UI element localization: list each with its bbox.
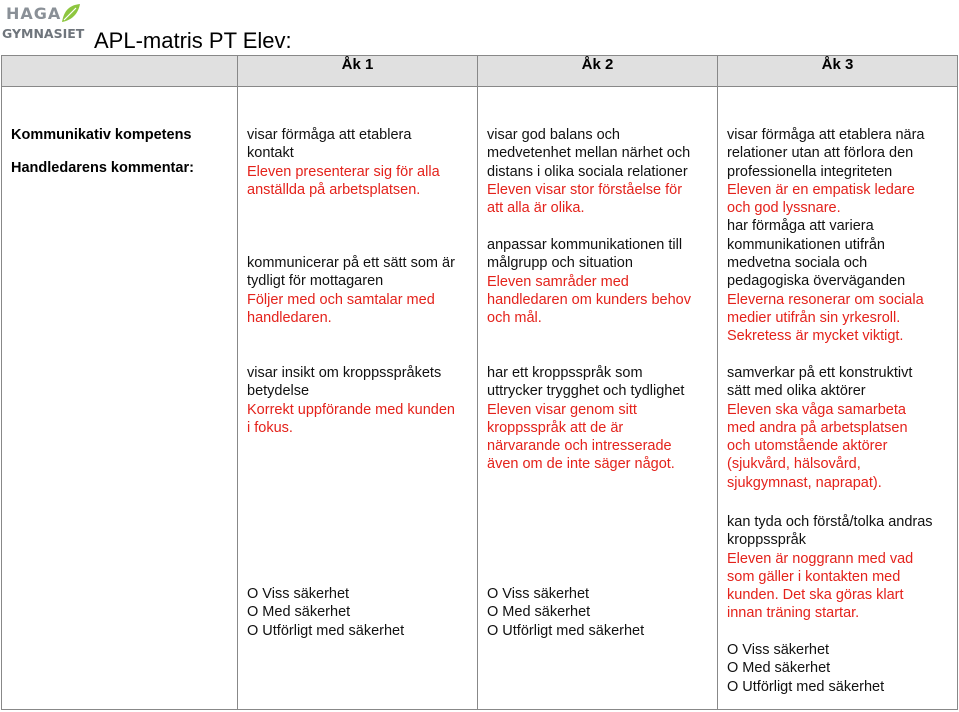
logo-text-gymnasiet: GYMNASIET [2, 26, 85, 41]
column-header-ak3: Åk 3 [718, 56, 958, 87]
scale-option-med[interactable]: O Med säkerhet [727, 660, 831, 677]
competence-label: Kommunikativ kompetens [11, 127, 192, 143]
comment-text: även om de inte säger något. [487, 456, 675, 473]
header-row [2, 56, 958, 87]
haga-gymnasiet-logo [2, 2, 88, 48]
comment-text: Eleven är en empatisk ledare [727, 181, 915, 198]
criterion-text: visar god balans och [487, 127, 620, 143]
comment-text: och mål. [487, 310, 542, 327]
criterion-block [247, 126, 440, 199]
criterion-text: professionella integriteten [727, 163, 893, 180]
comment-text: närvarande och intresserade [487, 438, 672, 455]
comment-text: Sekretess är mycket viktigt. [727, 328, 904, 345]
criterion-block [487, 126, 690, 217]
criterion-text: har ett kroppsspråk som [487, 365, 643, 381]
cell-ak3 [718, 87, 958, 710]
criterion-text: sätt med olika aktörer [727, 383, 866, 400]
criterion-text: tydligt för mottagaren [247, 273, 384, 290]
assessment-scale [247, 585, 404, 640]
assessment-scale [727, 641, 884, 696]
comment-text: Eleverna resonerar om sociala [727, 291, 924, 308]
column-header-ak1: Åk 1 [238, 56, 478, 87]
scale-option-viss[interactable]: O Viss säkerhet [247, 586, 350, 602]
scale-option-med[interactable]: O Med säkerhet [247, 604, 351, 621]
criterion-text: samverkar på ett konstruktivt [727, 365, 913, 381]
comment-text: att alla är olika. [487, 200, 585, 217]
document-title: APL-matris PT Elev: [94, 28, 292, 53]
criterion-text: kommunikationen utifrån [727, 236, 885, 253]
criterion-text: medvetna sociala och [727, 255, 868, 272]
criterion-text: distans i olika sociala relationer [487, 163, 688, 180]
criterion-block [247, 364, 455, 437]
criterion-text: uttrycker trygghet och tydlighet [487, 383, 685, 400]
comment-text: Korrekt uppförande med kunden [247, 401, 455, 418]
criterion-text: anpassar kommunikationen till [487, 237, 683, 253]
comment-text: Eleven ska våga samarbeta [727, 401, 906, 418]
criterion-text: visar insikt om kroppsspråkets [247, 365, 442, 381]
scale-option-viss[interactable]: O Viss säkerhet [487, 586, 590, 602]
comment-text: sjukgymnast, naprapat). [727, 474, 882, 491]
scale-option-utforligt[interactable]: O Utförligt med säkerhet [247, 622, 405, 639]
comment-text: som gäller i kontakten med [727, 568, 901, 585]
competence-row [2, 87, 958, 710]
comment-text: kroppsspråk att de är [487, 419, 624, 436]
criterion-block [727, 126, 924, 346]
leaf-icon [60, 2, 82, 24]
criterion-block [727, 513, 933, 623]
comment-text: Eleven visar stor förståelse för [487, 181, 683, 198]
comment-text: med andra på arbetsplatsen [727, 419, 908, 436]
criterion-text: pedagogiska överväganden [727, 273, 906, 290]
comment-text: Eleven är noggrann med vad [727, 550, 914, 567]
criterion-text: kroppsspråk [727, 532, 806, 549]
criterion-text: betydelse [247, 383, 310, 400]
criterion-text: målgrupp och situation [487, 255, 633, 272]
assessment-scale [487, 585, 644, 640]
comment-text: innan träning startar. [727, 605, 860, 622]
apl-matrix-table [1, 55, 958, 710]
scale-option-utforligt[interactable]: O Utförligt med säkerhet [487, 622, 645, 639]
criterion-block [487, 236, 691, 327]
scale-option-viss[interactable]: O Viss säkerhet [727, 642, 830, 658]
comment-text: medier utifrån sin yrkesroll. [727, 309, 901, 326]
comment-text: Eleven presenterar sig för alla [247, 163, 440, 180]
comment-text: anställda på arbetsplatsen. [247, 181, 421, 198]
criterion-block [727, 364, 912, 492]
criterion-text: visar förmåga att etablera [247, 127, 412, 143]
criterion-text: har förmåga att variera [727, 218, 874, 235]
comment-text: Följer med och samtalar med [247, 291, 435, 308]
comment-label: Handledarens kommentar: [11, 160, 194, 176]
comment-text: och god lyssnare. [727, 200, 841, 217]
comment-text: (sjukvård, hälsovård, [727, 456, 861, 473]
comment-text: Eleven samråder med [487, 273, 629, 290]
logo-text-haga: HAGA [6, 4, 62, 23]
comment-text: kunden. Det ska göras klart [727, 587, 904, 604]
comment-text: i fokus. [247, 419, 293, 436]
header-empty-cell [2, 56, 238, 87]
cell-ak1 [238, 87, 478, 710]
criterion-block [487, 364, 684, 474]
comment-text: handledaren. [247, 309, 332, 326]
criterion-text: relationer utan att förlora den [727, 145, 914, 162]
column-header-ak2: Åk 2 [478, 56, 718, 87]
scale-option-utforligt[interactable]: O Utförligt med säkerhet [727, 678, 885, 695]
criterion-text: medvetenhet mellan närhet och [487, 145, 691, 162]
row-label-cell [2, 87, 238, 710]
criterion-text: visar förmåga att etablera nära [727, 127, 925, 143]
criterion-text: kan tyda och förstå/tolka andras [727, 514, 933, 530]
comment-text: handledaren om kunders behov [487, 291, 691, 308]
comment-text: Eleven visar genom sitt [487, 401, 637, 418]
criterion-block [247, 254, 455, 327]
criterion-text: kontakt [247, 145, 294, 162]
criterion-text: kommunicerar på ett sätt som är [247, 255, 455, 271]
cell-ak2 [478, 87, 718, 710]
scale-option-med[interactable]: O Med säkerhet [487, 604, 591, 621]
comment-text: och utomstående aktörer [727, 438, 888, 455]
